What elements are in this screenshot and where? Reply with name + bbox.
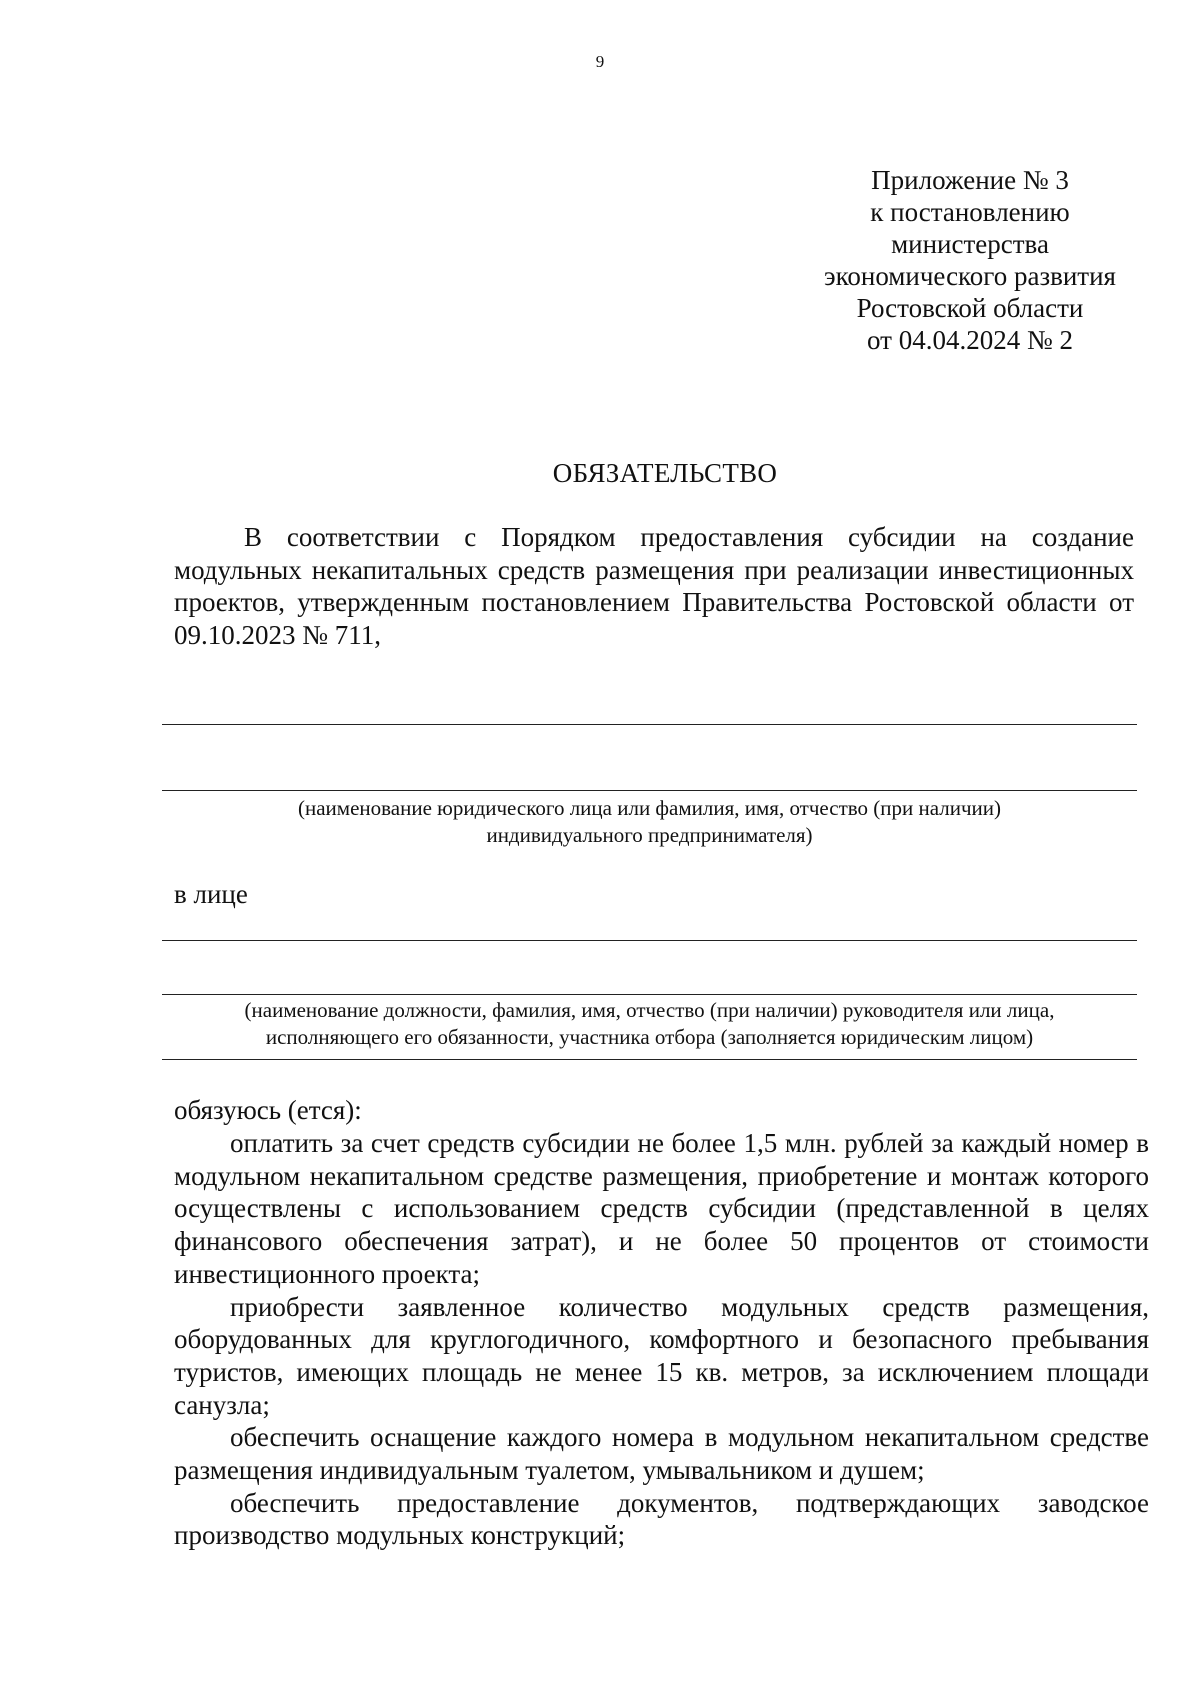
entity-name-fill-line-2 xyxy=(162,790,1137,791)
obligation-item: обеспечить предоставление документов, подтверждающих заводское производство модульных конструкций; xyxy=(174,1487,1149,1551)
caption-line: (наименование должности, фамилия, имя, отчество (при наличии) руководителя или лица, xyxy=(244,998,1055,1022)
appendix-line: Ростовской области xyxy=(856,293,1084,323)
appendix-line: от 04.04.2024 № 2 xyxy=(867,325,1073,355)
obligation-item: приобрести заявленное количество модульных средств размещения, оборудованных для круглогодичного, комфортного и безопасного пребывания туристов, имеющих площадь не менее 15 кв. метров, за исключением площади санузла; xyxy=(174,1291,1149,1420)
appendix-line: к постановлению xyxy=(870,197,1070,227)
obligations-list xyxy=(174,1127,1149,1552)
obligation-item: обеспечить оснащение каждого номера в модульном некапитальном средстве размещения индивидуальным туалетом, умывальником и душем; xyxy=(174,1422,1149,1486)
representative-caption xyxy=(162,997,1137,1051)
document-title: ОБЯЗАТЕЛЬСТВО xyxy=(552,458,778,488)
obligation-intro: обязуюсь (ется): xyxy=(174,1095,362,1125)
entity-name-caption xyxy=(162,795,1137,849)
in-person-label: в лице xyxy=(174,879,248,909)
appendix-line: министерства xyxy=(891,229,1049,259)
caption-line: индивидуального предпринимателя) xyxy=(486,823,813,847)
caption-line: исполняющего его обязанности, участника отбора (заполняется юридическим лицом) xyxy=(265,1025,1034,1049)
caption-line: (наименование юридического лица или фамилия, имя, отчество (при наличии) xyxy=(298,796,1001,820)
appendix-line: экономического развития xyxy=(824,261,1116,291)
representative-fill-line-1 xyxy=(162,940,1137,941)
intro-paragraph: В соответствии с Порядком предоставления субсидии на создание модульных некапитальных средств размещения при реализации инвестиционных проектов, утвержденным постановлением Правительства Ростовской области от 09.10.2023 № 711, xyxy=(174,522,1134,650)
representative-caption-underline xyxy=(162,1059,1137,1060)
obligation-item: оплатить за счет средств субсидии не более 1,5 млн. рублей за каждый номер в модульном некапитальном средстве размещения, приобретение и монтаж которого осуществлены с использованием средств субсидии (представленной в целях финансового обеспечения затрат), и не более 50 процентов от стоимости инвестиционного проекта; xyxy=(174,1128,1149,1289)
representative-fill-line-2 xyxy=(162,994,1137,995)
entity-name-fill-line-1 xyxy=(162,724,1137,725)
appendix-header xyxy=(790,164,1150,356)
page-number: 9 xyxy=(595,52,605,71)
appendix-line: Приложение № 3 xyxy=(871,165,1069,195)
